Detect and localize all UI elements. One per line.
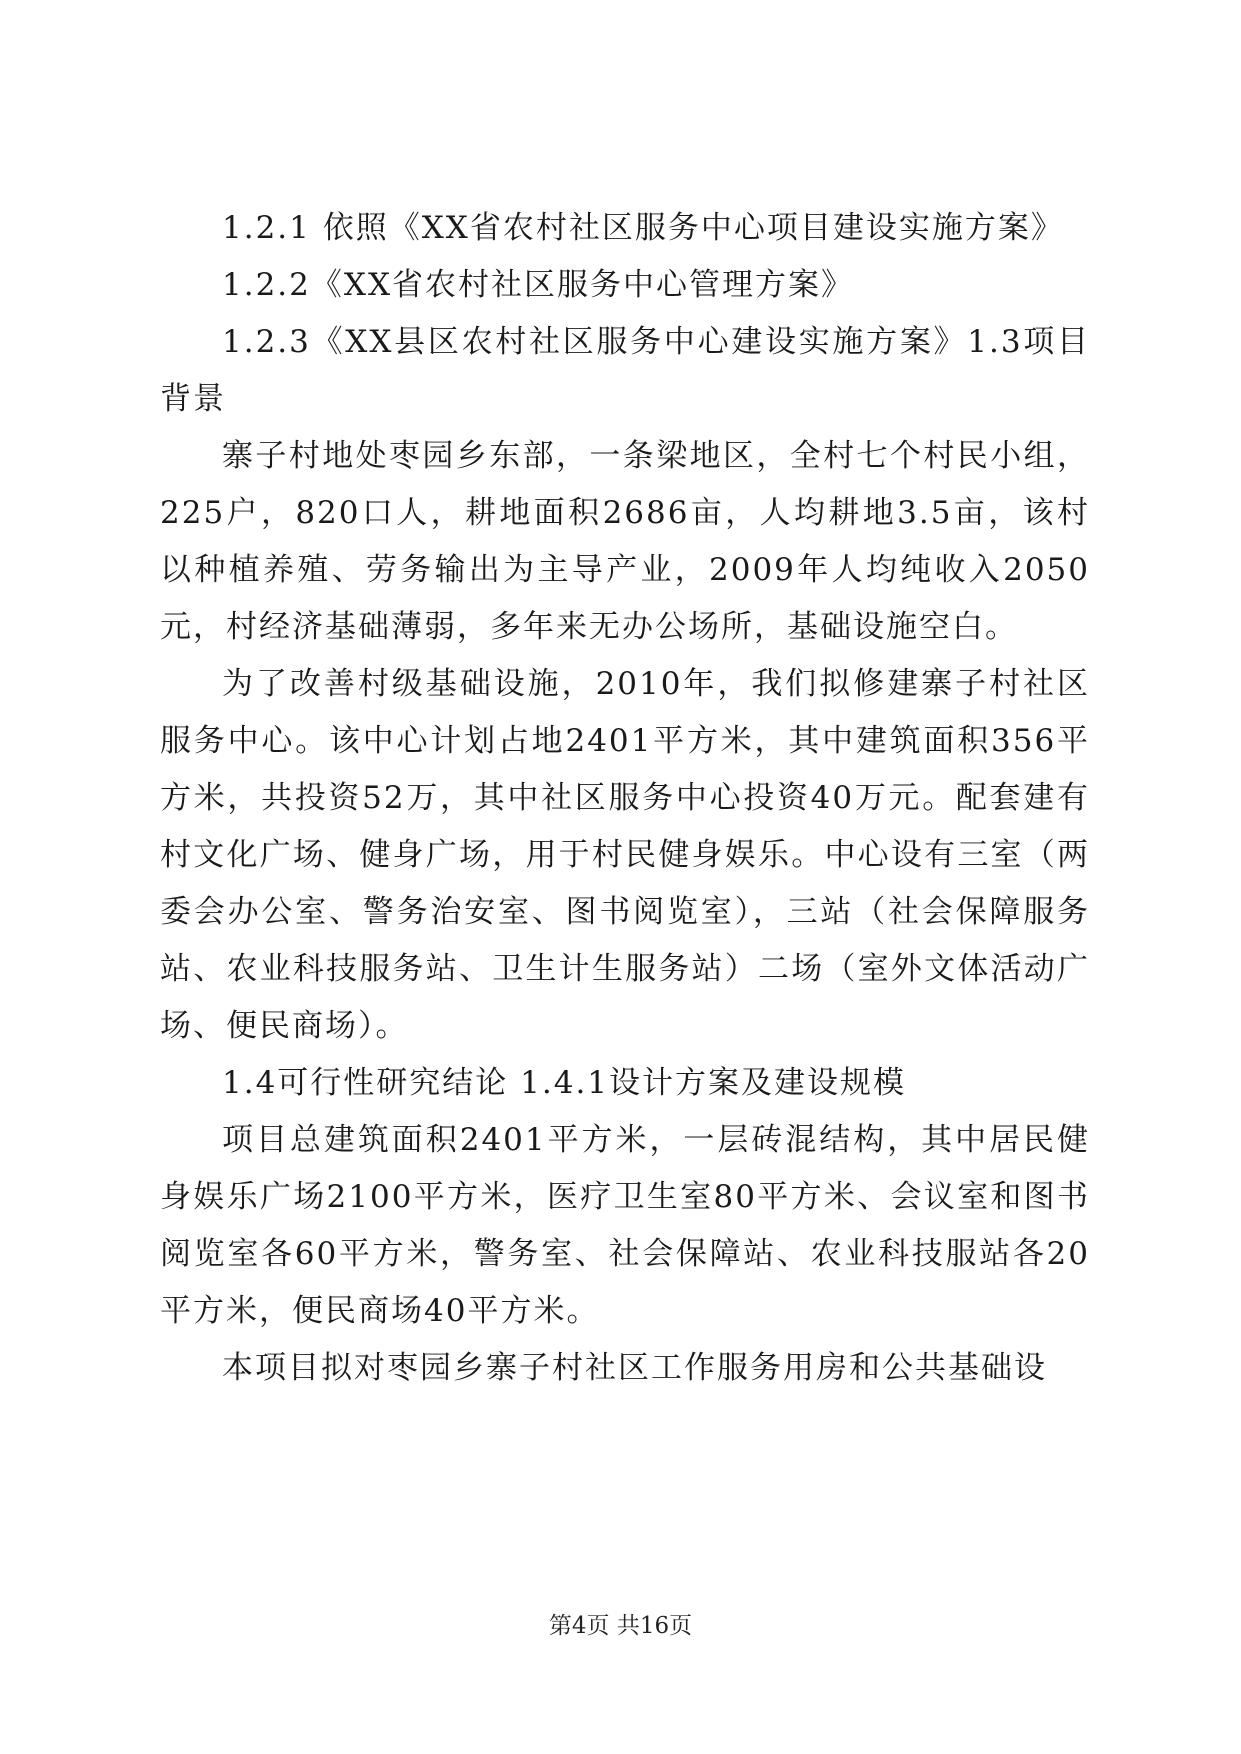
page-footer: [0, 1611, 1241, 1641]
paragraph-1-2-1: 1.2.1 依照《XX省农村社区服务中心项目建设实施方案》: [222, 210, 1064, 246]
paragraph-project-scope: 本项目拟对枣园乡寨子村社区工作服务用房和公共基础设: [222, 1350, 1047, 1386]
paragraph-1-4-heading: 1.4可行性研究结论 1.4.1设计方案及建设规模: [222, 1065, 907, 1101]
paragraph-1-2-3: 1.2.3《XX县区农村社区服务中心建设实施方案》1.3项目背景: [160, 324, 1090, 417]
paragraph-1-2-2: 1.2.2《XX省农村社区服务中心管理方案》: [222, 267, 855, 303]
page-total: 共16页: [616, 1613, 693, 1639]
paragraph-building-scale: 项目总建筑面积2401平方米，一层砖混结构，其中居民健身娱乐广场2100平方米，医疗卫生室80平方米、会议室和图书阅览室各60平方米，警务室、社会保障站、农业科技服站各20平方米，便民商场40平方米。: [160, 1122, 1090, 1329]
paragraph-service-center-plan: 为了改善村级基础设施，2010年，我们拟修建寨子村社区服务中心。该中心计划占地2401平方米，其中建筑面积356平方米，共投资52万，其中社区服务中心投资40万元。配套建有村文化广场、健身广场，用于村民健身娱乐。中心设有三室（两委会办公室、警务治安室、图书阅览室），三站（社会保障服务站、农业科技服务站、卫生计生服务站）二场（室外文体活动广场、便民商场）。: [160, 666, 1090, 1044]
page-number: 第4页: [548, 1613, 610, 1639]
document-body: [160, 200, 1090, 1397]
paragraph-village-overview: 寨子村地处枣园乡东部，一条梁地区，全村七个村民小组，225户，820口人，耕地面积2686亩，人均耕地3.5亩，该村以种植养殖、劳务输出为主导产业，2009年人均纯收入2050元，村经济基础薄弱，多年来无办公场所，基础设施空白。: [160, 438, 1090, 645]
